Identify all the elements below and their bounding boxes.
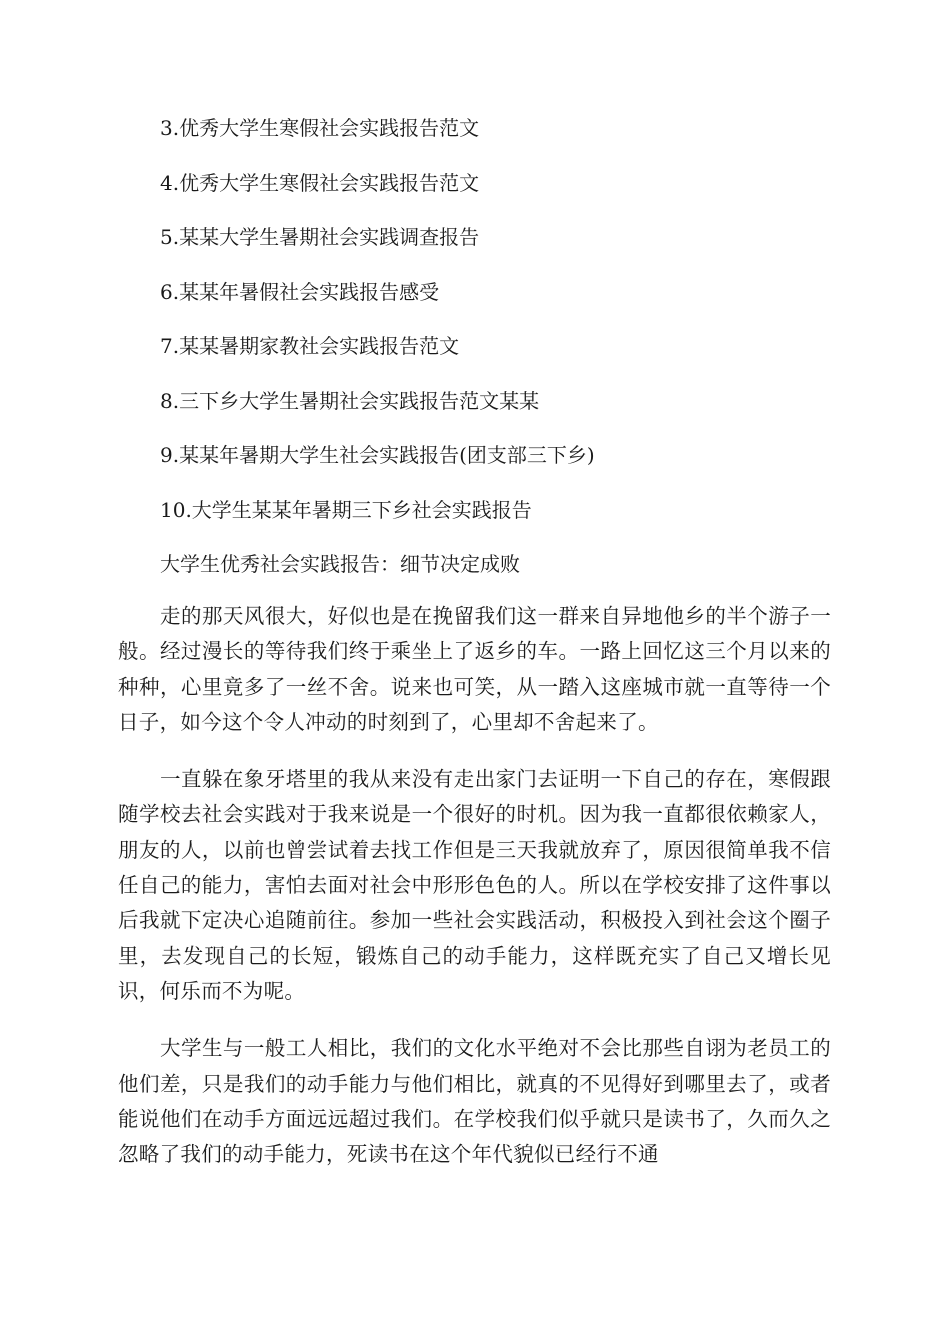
article-body	[118, 599, 831, 1194]
list-item: 6.某某年暑假社会实践报告感受	[160, 279, 440, 304]
list-item: 7.某某暑期家教社会实践报告范文	[160, 334, 460, 358]
paragraph: 走的那天风很大，好似也是在挽留我们这一群来自异地他乡的半个游子一般。经过漫长的等待我们终于乘坐上了返乡的车。一路上回忆这三个月以来的种种，心里竟多了一丝不舍。说来也可笑，从一踏入这座城市就一直等待一个日子，如今这个令人冲动的时刻到了，心里却不舍起来了。	[118, 604, 831, 734]
list-item: 8.三下乡大学生暑期社会实践报告范文某某	[160, 388, 540, 413]
list-item: 5.某某大学生暑期社会实践调查报告	[160, 225, 480, 249]
section-heading: 大学生优秀社会实践报告：细节决定成败	[160, 552, 520, 576]
paragraph: 一直躲在象牙塔里的我从来没有走出家门去证明一下自己的存在，寒假跟随学校去社会实践对于我来说是一个很好的时机。因为我一直都很依赖家人，朋友的人，以前也曾尝试着去找工作但是三天我就放弃了，原因很简单我不信任自己的能力，害怕去面对社会中形形色色的人。所以在学校安排了这件事以后我就下定决心追随前往。参加一些社会实践活动，积极投入到社会这个圈子里，去发现自己的长短，锻炼自己的动手能力，这样既充实了自己又增长见识，何乐而不为呢。	[118, 767, 831, 1003]
list-item: 4.优秀大学生寒假社会实践报告范文	[160, 170, 480, 195]
paragraph: 大学生与一般工人相比，我们的文化水平绝对不会比那些自诩为老员工的他们差，只是我们的动手能力与他们相比，就真的不见得好到哪里去了，或者能说他们在动手方面远远超过我们。在学校我们似乎就只是读书了，久而久之忽略了我们的动手能力，死读书在这个年代貌似已经行不通	[118, 1036, 831, 1167]
list-item: 3.优秀大学生寒假社会实践报告范文	[160, 116, 480, 140]
list-item: 9.某某年暑期大学生社会实践报告(团支部三下乡)	[160, 443, 595, 467]
list-item: 10.大学生某某年暑期三下乡社会实践报告	[160, 497, 532, 522]
report-list	[160, 110, 840, 601]
